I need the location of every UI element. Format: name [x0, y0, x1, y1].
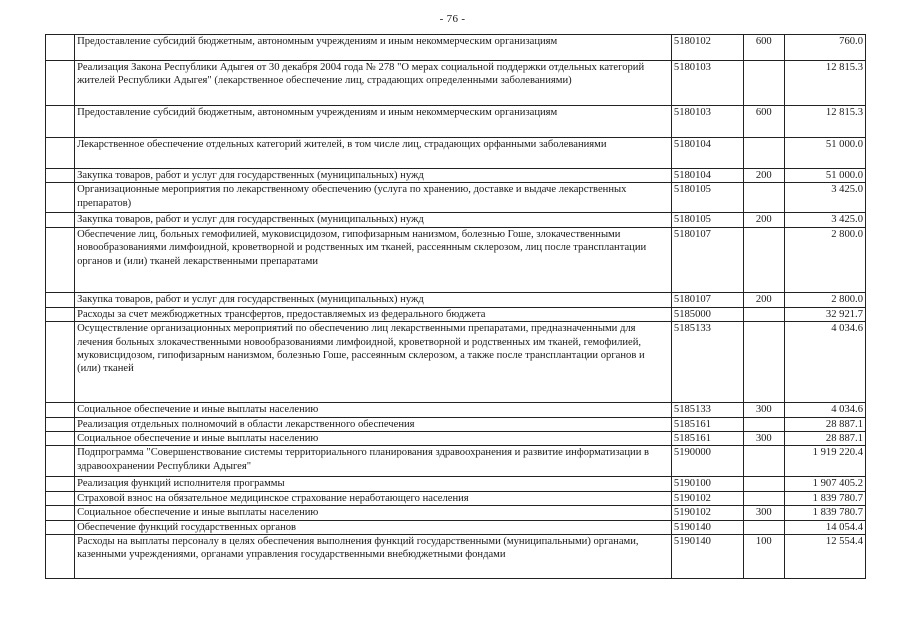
table-row	[46, 183, 866, 213]
row-amount-cell: 51 000.0	[785, 138, 866, 169]
row-expense-type-cell: 200	[743, 213, 785, 227]
row-expense-type-cell	[743, 322, 785, 403]
row-marker-cell	[46, 322, 75, 403]
table-row	[46, 446, 866, 477]
row-name-cell: Лекарственное обеспечение отдельных категорий жителей, в том числе лиц, страдающих орфанными заболеваниями	[75, 138, 672, 169]
row-expense-type-cell	[743, 417, 785, 431]
row-expense-type-cell	[743, 520, 785, 534]
row-code-cell: 5180104	[671, 169, 743, 183]
row-amount-cell: 12 815.3	[785, 106, 866, 138]
table-row	[46, 35, 866, 61]
row-code-cell: 5190102	[671, 506, 743, 520]
row-expense-type-cell	[743, 307, 785, 321]
table-row	[46, 227, 866, 292]
row-code-cell: 5180103	[671, 106, 743, 138]
row-name-cell: Страховой взнос на обязательное медицинское страхование неработающего населения	[75, 491, 672, 505]
table-row	[46, 477, 866, 491]
row-amount-cell: 14 054.4	[785, 520, 866, 534]
row-marker-cell	[46, 227, 75, 292]
row-code-cell: 5180102	[671, 35, 743, 61]
row-amount-cell: 4 034.6	[785, 403, 866, 417]
row-code-cell: 5185133	[671, 403, 743, 417]
table-row	[46, 213, 866, 227]
table-row	[46, 106, 866, 138]
table-row	[46, 417, 866, 431]
table-row	[46, 403, 866, 417]
table-row	[46, 307, 866, 321]
row-amount-cell: 12 815.3	[785, 61, 866, 106]
row-marker-cell	[46, 169, 75, 183]
row-marker-cell	[46, 477, 75, 491]
row-amount-cell: 2 800.0	[785, 292, 866, 307]
row-amount-cell: 32 921.7	[785, 307, 866, 321]
page-number: - 76 -	[439, 13, 466, 25]
row-expense-type-cell: 300	[743, 506, 785, 520]
row-marker-cell	[46, 432, 75, 446]
row-marker-cell	[46, 106, 75, 138]
row-name-cell: Расходы за счет межбюджетных трансфертов, предоставляемых из федерального бюджета	[75, 307, 672, 321]
row-amount-cell: 28 887.1	[785, 432, 866, 446]
row-marker-cell	[46, 446, 75, 477]
row-amount-cell: 51 000.0	[785, 169, 866, 183]
row-marker-cell	[46, 520, 75, 534]
table-row	[46, 506, 866, 520]
row-code-cell: 5180105	[671, 213, 743, 227]
row-marker-cell	[46, 138, 75, 169]
row-expense-type-cell	[743, 183, 785, 213]
row-name-cell: Социальное обеспечение и иные выплаты населению	[75, 432, 672, 446]
row-amount-cell: 1 839 780.7	[785, 491, 866, 505]
row-amount-cell: 1 919 220.4	[785, 446, 866, 477]
row-expense-type-cell	[743, 61, 785, 106]
table-row	[46, 491, 866, 505]
row-code-cell: 5180104	[671, 138, 743, 169]
row-code-cell: 5180103	[671, 61, 743, 106]
row-marker-cell	[46, 506, 75, 520]
row-amount-cell: 28 887.1	[785, 417, 866, 431]
table-row	[46, 432, 866, 446]
row-marker-cell	[46, 307, 75, 321]
row-expense-type-cell	[743, 446, 785, 477]
row-expense-type-cell	[743, 477, 785, 491]
row-marker-cell	[46, 403, 75, 417]
row-name-cell: Подпрограмма "Совершенствование системы территориального планирования здравоохранения и развитие информатизации в здравоохранении Республики Адыгея"	[75, 446, 672, 477]
row-code-cell: 5185161	[671, 417, 743, 431]
row-expense-type-cell: 600	[743, 35, 785, 61]
row-name-cell: Реализация Закона Республики Адыгея от 30 декабря 2004 года № 278 "О мерах социальной поддержки отдельных категорий жителей Республики Адыгея" (лекарственное обеспечение лиц, страдающих определенными заболеваниями)	[75, 61, 672, 106]
row-amount-cell: 1 839 780.7	[785, 506, 866, 520]
row-amount-cell: 3 425.0	[785, 213, 866, 227]
row-expense-type-cell: 200	[743, 292, 785, 307]
row-name-cell: Закупка товаров, работ и услуг для государственных (муниципальных) нужд	[75, 213, 672, 227]
row-code-cell: 5180107	[671, 227, 743, 292]
row-name-cell: Осуществление организационных мероприятий по обеспечению лиц лекарственными препаратами, предназначенными для лечения больных злокачественными новообразованиями лимфоидной, кроветворной и родственных им тканей, гемофилией, муковисцидозом, гипофизарным нанизмом, болезнью Гоше, рассеянным склерозом, а также после трансплантации органов и (или) тканей	[75, 322, 672, 403]
row-amount-cell: 1 907 405.2	[785, 477, 866, 491]
row-code-cell: 5185133	[671, 322, 743, 403]
row-code-cell: 5185161	[671, 432, 743, 446]
table-row	[46, 535, 866, 579]
row-code-cell: 5190100	[671, 477, 743, 491]
row-code-cell: 5190000	[671, 446, 743, 477]
row-amount-cell: 3 425.0	[785, 183, 866, 213]
row-expense-type-cell: 200	[743, 169, 785, 183]
row-name-cell: Предоставление субсидий бюджетным, автономным учреждениям и иным некоммерческим организациям	[75, 35, 672, 61]
row-amount-cell: 12 554.4	[785, 535, 866, 579]
row-name-cell: Реализация функций исполнителя программы	[75, 477, 672, 491]
row-marker-cell	[46, 535, 75, 579]
row-name-cell: Расходы на выплаты персоналу в целях обеспечения выполнения функций государственными (муниципальными) органами, казенными учреждениями, органами управления государственными внебюджетными фондами	[75, 535, 672, 579]
row-code-cell: 5190140	[671, 520, 743, 534]
row-code-cell: 5180105	[671, 183, 743, 213]
row-name-cell: Социальное обеспечение и иные выплаты населению	[75, 506, 672, 520]
row-name-cell: Обеспечение функций государственных органов	[75, 520, 672, 534]
budget-table-body	[46, 35, 866, 579]
row-expense-type-cell	[743, 227, 785, 292]
row-marker-cell	[46, 61, 75, 106]
table-row	[46, 169, 866, 183]
table-row	[46, 322, 866, 403]
row-code-cell: 5190102	[671, 491, 743, 505]
table-row	[46, 520, 866, 534]
row-name-cell: Обеспечение лиц, больных гемофилией, муковисцидозом, гипофизарным нанизмом, болезнью Гоше, злокачественными новообразованиями лимфоидной, кроветворной и родственных им тканей, рассеянным склерозом, лиц после трансплантации органов и (или) тканей лекарственными препаратами	[75, 227, 672, 292]
table-row	[46, 61, 866, 106]
row-amount-cell: 760.0	[785, 35, 866, 61]
row-marker-cell	[46, 417, 75, 431]
row-expense-type-cell: 600	[743, 106, 785, 138]
row-marker-cell	[46, 213, 75, 227]
row-code-cell: 5185000	[671, 307, 743, 321]
row-marker-cell	[46, 491, 75, 505]
table-row	[46, 138, 866, 169]
row-expense-type-cell: 300	[743, 432, 785, 446]
row-amount-cell: 2 800.0	[785, 227, 866, 292]
row-code-cell: 5190140	[671, 535, 743, 579]
row-name-cell: Организационные мероприятия по лекарственному обеспечению (услуга по хранению, доставке и выдаче лекарственных препаратов)	[75, 183, 672, 213]
row-expense-type-cell	[743, 491, 785, 505]
row-name-cell: Закупка товаров, работ и услуг для государственных (муниципальных) нужд	[75, 169, 672, 183]
row-amount-cell: 4 034.6	[785, 322, 866, 403]
row-expense-type-cell	[743, 138, 785, 169]
row-name-cell: Социальное обеспечение и иные выплаты населению	[75, 403, 672, 417]
row-expense-type-cell: 300	[743, 403, 785, 417]
row-expense-type-cell: 100	[743, 535, 785, 579]
row-name-cell: Реализация отдельных полномочий в области лекарственного обеспечения	[75, 417, 672, 431]
row-code-cell: 5180107	[671, 292, 743, 307]
row-marker-cell	[46, 292, 75, 307]
table-row	[46, 292, 866, 307]
row-name-cell: Закупка товаров, работ и услуг для государственных (муниципальных) нужд	[75, 292, 672, 307]
row-marker-cell	[46, 183, 75, 213]
row-name-cell: Предоставление субсидий бюджетным, автономным учреждениям и иным некоммерческим организациям	[75, 106, 672, 138]
budget-table	[45, 34, 866, 579]
row-marker-cell	[46, 35, 75, 61]
